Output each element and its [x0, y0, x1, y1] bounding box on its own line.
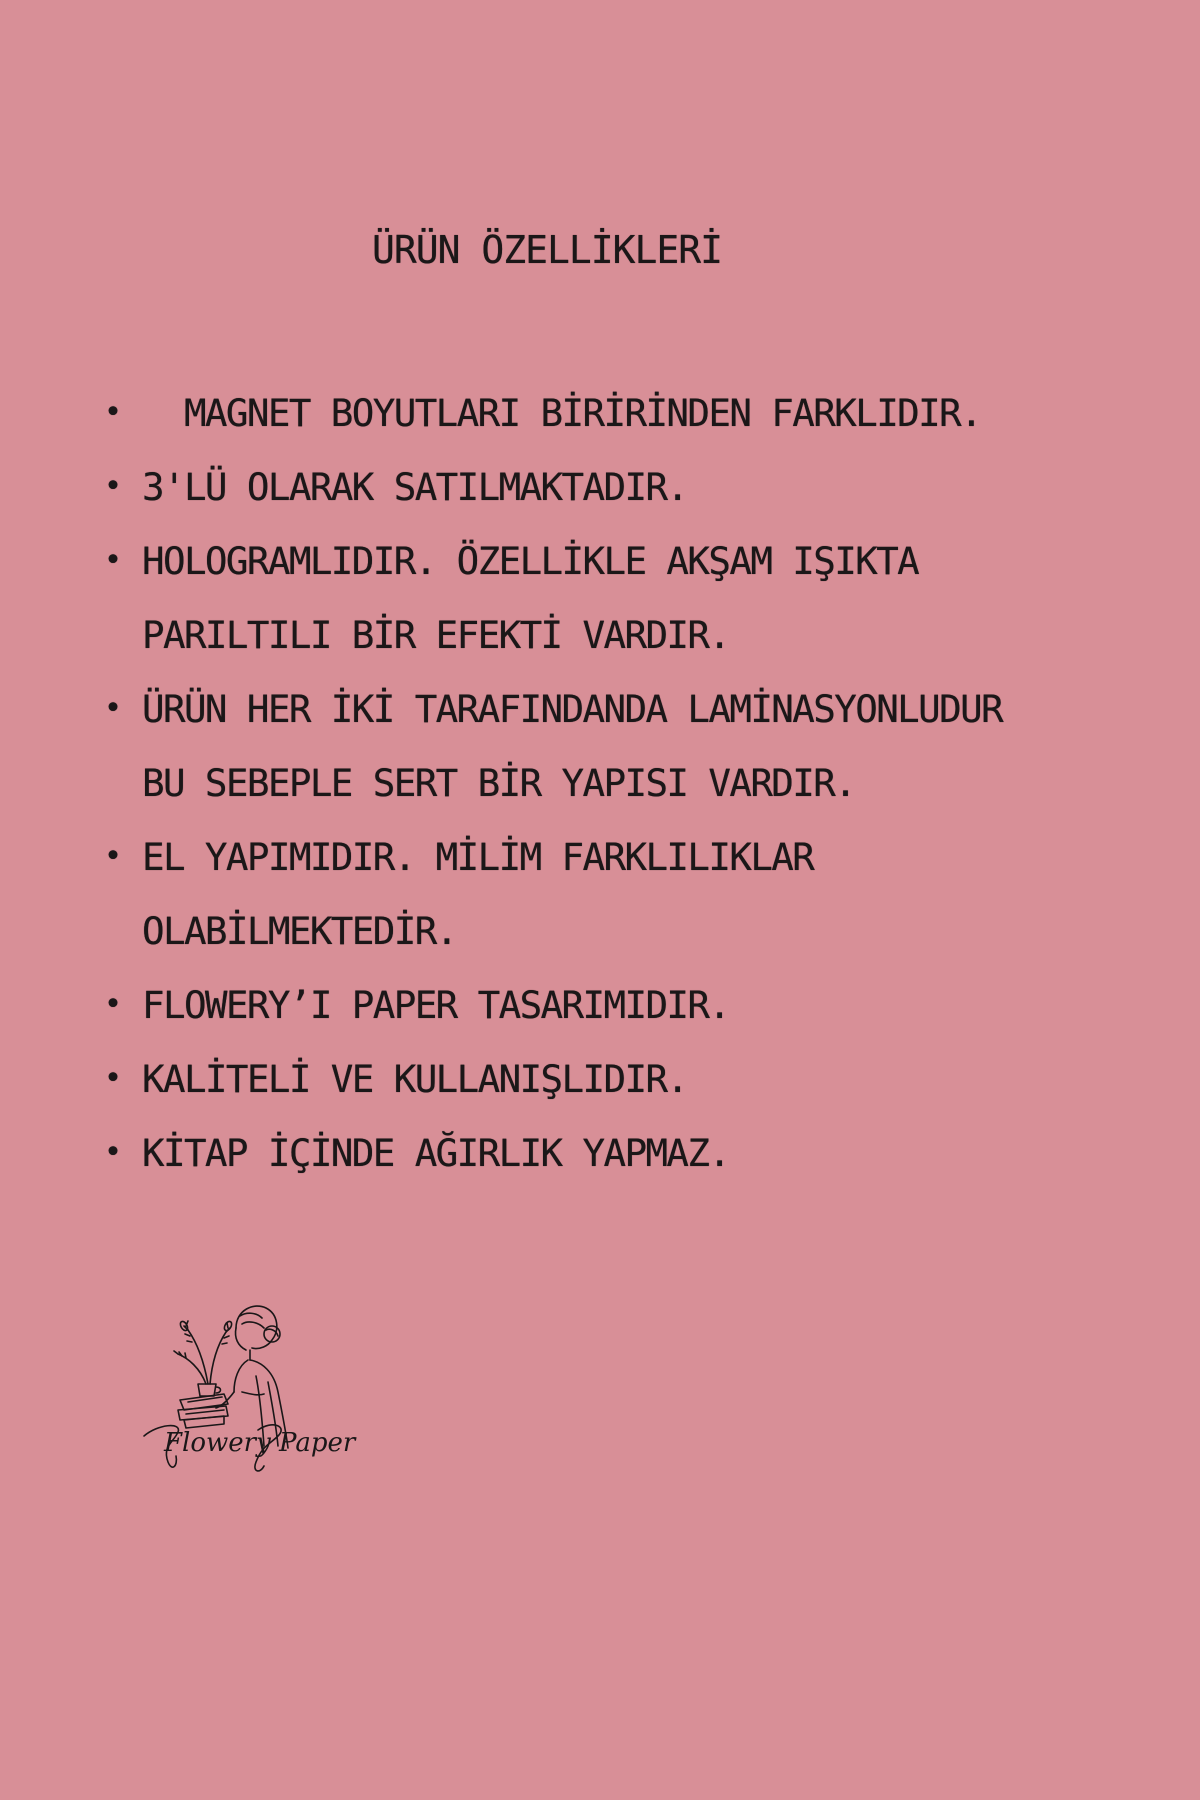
feature-text: 3'LÜ OLARAK SATILMAKTADIR.: [142, 465, 688, 509]
bullet-icon: •: [104, 1135, 121, 1170]
feature-item: [100, 524, 1160, 672]
feature-item: [100, 376, 1160, 450]
bullet-icon: •: [104, 839, 121, 874]
flowery-paper-logo: [138, 1296, 358, 1486]
logo-wordmark: Flowery Paper: [164, 1428, 356, 1458]
feature-text: KALİTELİ VE KULLANIŞLIDIR.: [142, 1057, 688, 1101]
feature-item: [100, 968, 1160, 1042]
feature-text: KİTAP İÇİNDE AĞIRLIK YAPMAZ.: [142, 1131, 730, 1175]
feature-text: ÜRÜN HER İKİ TARAFINDANDA LAMİNASYONLUDUR BU SEBEPLE SERT BİR YAPISI VARDIR.: [142, 687, 1003, 805]
feature-item: [100, 672, 1160, 820]
bullet-icon: •: [104, 395, 121, 430]
feature-item: [100, 1116, 1160, 1190]
page-title: ÜRÜN ÖZELLİKLERİ: [372, 228, 723, 272]
feature-item: [100, 820, 1160, 968]
bullet-icon: •: [104, 1061, 121, 1096]
feature-text: EL YAPIMIDIR. MİLİM FARKLILIKLAR OLABİLMEKTEDİR.: [142, 835, 814, 953]
feature-list: [100, 376, 1160, 1190]
feature-text: MAGNET BOYUTLARI BİRİRİNDEN FARKLIDIR.: [142, 391, 982, 435]
bullet-icon: •: [104, 987, 121, 1022]
bullet-icon: •: [104, 543, 121, 578]
feature-item: [100, 450, 1160, 524]
feature-text: HOLOGRAMLIDIR. ÖZELLİKLE AKŞAM IŞIKTA PARILTILI BİR EFEKTİ VARDIR.: [142, 539, 919, 657]
bullet-icon: •: [104, 691, 121, 726]
feature-item: [100, 1042, 1160, 1116]
bullet-icon: •: [104, 469, 121, 504]
feature-text: FLOWERY’I PAPER TASARIMIDIR.: [142, 983, 730, 1027]
